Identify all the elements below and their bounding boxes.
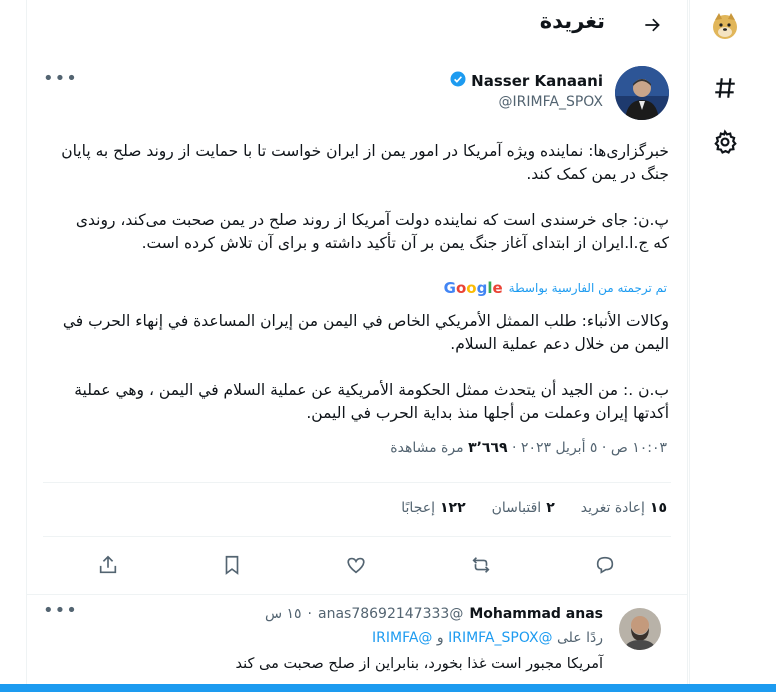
post-original-text: خبرگزاری‌ها: نماینده ویژه آمریکا در امور یمن از ایران خواست تا با حمایت از روند صلح به پایان جنگ در یمن کمک کند. پ.ن: جای خرسندی است که نماینده دولت آمریکا از روند صلح در یمن صحبت می‌کند، روندی که ج.ا.ایران از ابتدای آغاز جنگ یمن بر آن تأکید داشته و برای آن تلاش کرده است. [61,142,669,252]
reply-avatar[interactable] [619,608,661,650]
likes-stat[interactable] [401,500,465,516]
main-column [26,0,688,692]
more-dots-icon[interactable]: ••• [43,68,78,89]
reply-handle[interactable]: @anas78692147333 [318,606,464,622]
arrow-right-icon[interactable] [637,10,667,40]
action-bar [27,546,687,582]
post-date[interactable]: ٥ أبريل ٢٠٢٣ [520,440,598,456]
page-title: تغريدة [539,9,605,33]
likes-count: ١٢٢ [439,500,466,516]
retweet-icon[interactable] [466,550,496,580]
bottom-accent-bar [0,684,776,692]
author-name-row[interactable] [449,70,603,92]
reply-text: آمریکا مجبور است غذا بخورد، بنابراین از صلح صحبت می کند [235,656,603,672]
doge-logo-icon[interactable] [709,10,741,42]
share-icon[interactable] [93,550,123,580]
mention-conjunction: و [436,630,444,646]
mention-link[interactable]: @IRIMFA_SPOX [448,630,553,646]
retweets-label: إعادة تغريد [580,500,645,516]
engagement-stats [401,500,667,516]
quotes-count: ٢ [546,500,555,516]
gear-icon[interactable] [709,126,741,158]
bookmark-icon[interactable] [217,550,247,580]
nav-rail [689,0,776,692]
reply-time[interactable]: ١٥ س [264,606,302,622]
google-logo: Google [443,279,503,297]
author-display-name: Nasser Kanaani [471,72,603,90]
reply-to-label: ردًا على [557,630,603,646]
post-meta: ١٠:٠٣ ص · ٥ أبريل ٢٠٢٣ · ٣٬٦٦٩ مرة مشاهدة [390,440,667,456]
views-label: مرة مشاهدة [390,440,464,456]
reply-display-name[interactable]: Mohammad anas [469,606,603,622]
quotes-label: اقتباسان [491,500,542,516]
likes-label: إعجابًا [401,500,435,516]
top-bar [27,0,687,50]
divider [27,594,687,595]
translated-by-label: تم ترجمته من الفارسية بواسطة [508,281,667,295]
views-count: ٣٬٦٦٩ [468,440,508,456]
reply-header: Mohammad anas @anas78692147333 · ١٥ س [264,606,603,622]
heart-icon[interactable] [341,550,371,580]
reply-to-line [372,630,603,646]
translation-attribution[interactable] [444,279,667,297]
divider [43,482,671,483]
post-translated-text: وكالات الأنباء: طلب الممثل الأمريكي الخاص في اليمن من إيران المساعدة في إنهاء الحرب في اليمن من خلال دعم عملية السلام. ب.ن .: من الجيد أن يتحدث ممثل الحكومة الأمريكية عن عملية السلام في اليمن ، وهي عملية أكدتها إيران وعملت من أجلها منذ بداية الحرب في اليمن. [62,312,669,422]
author-avatar[interactable] [615,66,669,120]
author-handle[interactable]: @IRIMFA_SPOX [498,94,603,110]
retweets-stat[interactable] [581,500,667,516]
quotes-stat[interactable] [492,500,555,516]
reply-bubble-icon[interactable] [590,550,620,580]
divider [43,536,671,537]
hashtag-icon[interactable] [709,72,741,104]
mention-link[interactable]: @IRIMFA [372,630,433,646]
retweets-count: ١٥ [649,500,667,516]
more-dots-icon[interactable]: ••• [43,600,78,621]
verified-badge-icon [449,70,467,92]
post-time[interactable]: ١٠:٠٣ ص [610,440,667,456]
